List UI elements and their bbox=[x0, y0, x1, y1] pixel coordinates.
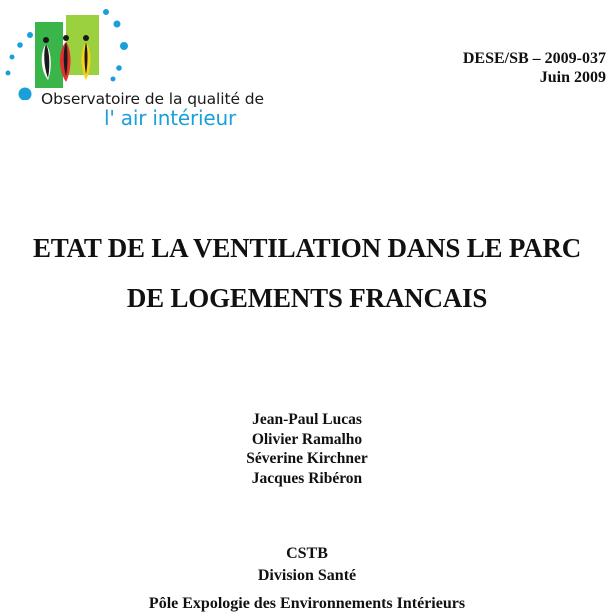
logo-org-name-line1: Observatoire de la qualité de bbox=[41, 90, 264, 108]
reference-date: Juin 2009 bbox=[539, 69, 606, 86]
author-name: Séverine Kirchner bbox=[246, 450, 368, 467]
oqai-logo bbox=[0, 0, 290, 140]
institution-division: Division Santé bbox=[257, 567, 357, 584]
institution-department: Pôle Expologie des Environnements Intérieurs bbox=[148, 595, 466, 612]
institution-block bbox=[0, 543, 614, 615]
institution-name: CSTB bbox=[286, 545, 328, 562]
author-name: Jacques Ribéron bbox=[251, 469, 363, 487]
author-name: Olivier Ramalho bbox=[251, 430, 363, 448]
oqai-logo-graphic bbox=[0, 0, 160, 100]
document-title bbox=[0, 223, 614, 323]
author-list bbox=[0, 410, 614, 488]
author-name: Jean-Paul Lucas bbox=[252, 411, 362, 428]
title-line1: ETAT DE LA VENTILATION DANS LE PARC bbox=[32, 233, 582, 263]
reference-code: DESE/SB – 2009-037 bbox=[462, 50, 606, 67]
title-line2: DE LOGEMENTS FRANCAIS bbox=[126, 283, 488, 313]
document-reference bbox=[463, 49, 606, 87]
logo-org-name-line2: l' air intérieur bbox=[104, 106, 236, 130]
